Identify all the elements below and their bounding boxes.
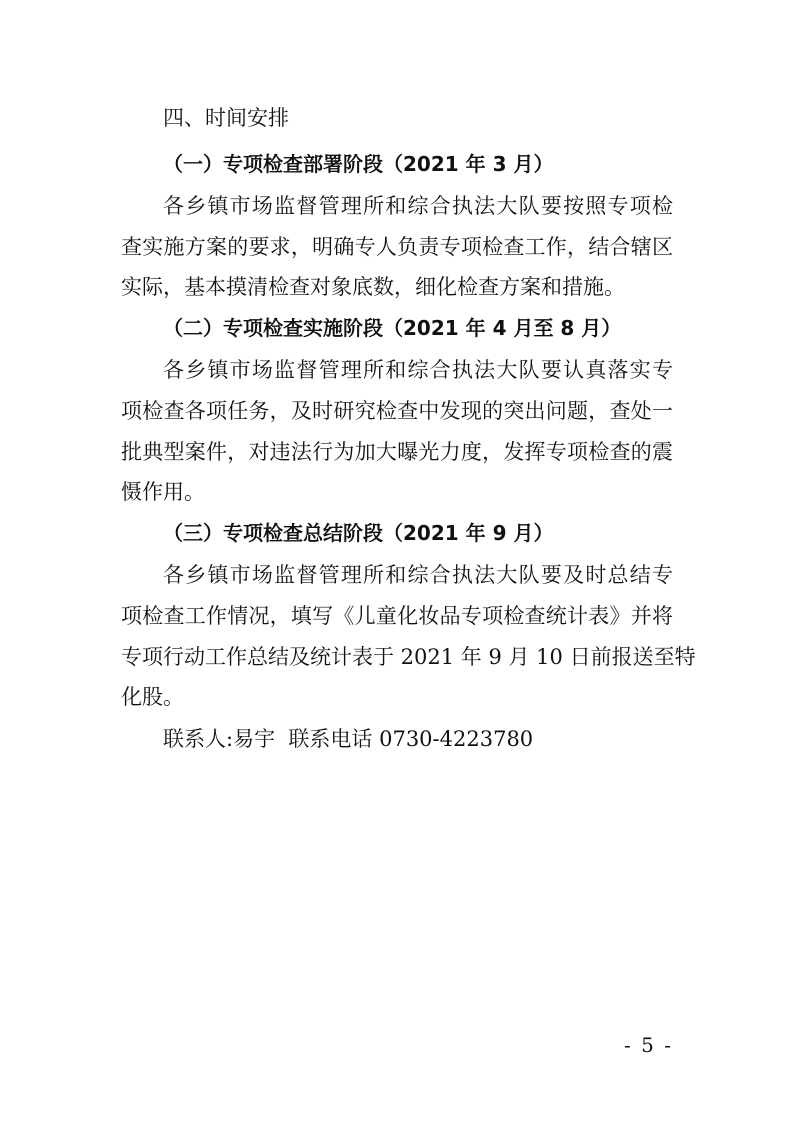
page-number: - 5 - xyxy=(624,1033,673,1057)
stage3-line-3: 专项行动工作总结及统计表于 2021 年 9 月 10 日前报送至特 xyxy=(121,645,696,669)
stage3-heading: （三）专项检查总结阶段（2021 年 9 月） xyxy=(163,521,554,545)
stage2-line-1: 各乡镇市场监督管理所和综合执法大队要认真落实专 xyxy=(163,358,673,382)
section-heading: 四、时间安排 xyxy=(163,106,289,130)
stage2-line-4: 慑作用。 xyxy=(121,480,205,504)
stage1-heading: （一）专项检查部署阶段（2021 年 3 月） xyxy=(163,152,554,176)
stage2-heading: （二）专项检查实施阶段（2021 年 4 月至 8 月） xyxy=(163,316,622,340)
stage3-line-1: 各乡镇市场监督管理所和综合执法大队要及时总结专 xyxy=(163,563,673,587)
stage1-line-3: 实际，基本摸清检查对象底数，细化检查方案和措施。 xyxy=(121,275,625,299)
stage3-line-2: 项检查工作情况，填写《儿童化妆品专项检查统计表》并将 xyxy=(121,604,673,628)
stage3-line-4: 化股。 xyxy=(121,685,184,709)
stage1-line-2: 查实施方案的要求，明确专人负责专项检查工作，结合辖区 xyxy=(121,235,673,259)
stage2-line-3: 批典型案件，对违法行为加大曝光力度，发挥专项检查的震 xyxy=(121,440,673,464)
stage1-line-1: 各乡镇市场监督管理所和综合执法大队要按照专项检 xyxy=(163,194,673,218)
stage2-line-2: 项检查各项任务，及时研究检查中发现的突出问题，查处一 xyxy=(121,399,673,423)
contact-line: 联系人:易宇 联系电话 0730-4223780 xyxy=(163,727,534,751)
